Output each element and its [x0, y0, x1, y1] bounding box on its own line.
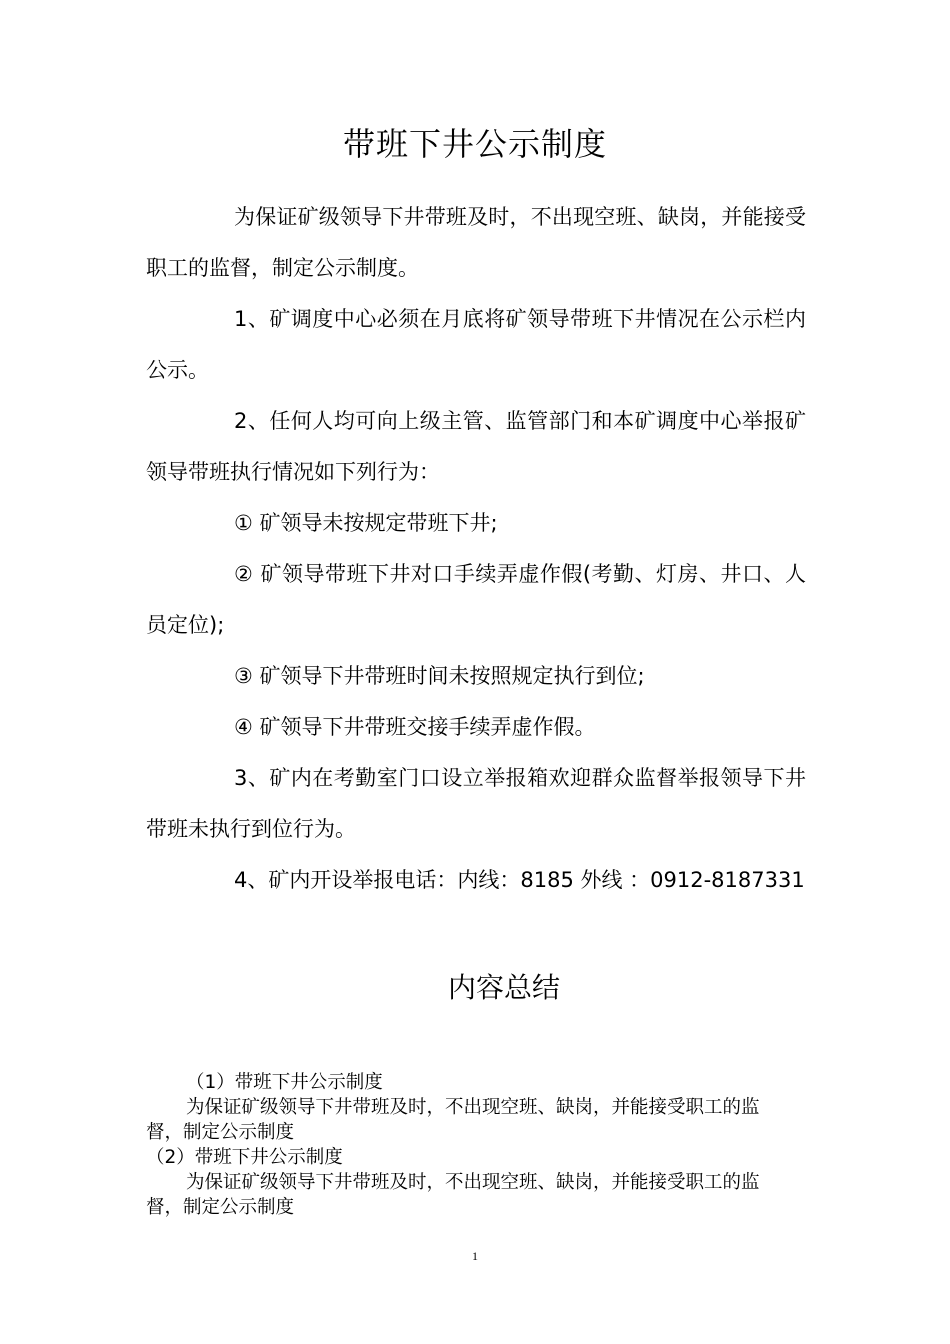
rule-2-paragraph: 2、任何人均可向上级主管、监管部门和本矿调度中心举报矿领导带班执行情况如下列行为：	[146, 409, 806, 484]
violation-1-item: ① 矿领导未按规定带班下井;	[234, 511, 498, 535]
summary-item-1-text: 为保证矿级领导下井带班及时，不出现空班、缺岗，并能接受职工的监督，制定公示制度	[146, 1097, 760, 1143]
summary-item-2-heading: （2）带班下井公示制度	[146, 1147, 343, 1168]
summary-item-1-heading: （1）带班下井公示制度	[186, 1072, 383, 1093]
summary-title: 内容总结	[447, 971, 560, 1004]
document-title: 带班下井公示制度	[342, 125, 607, 163]
document-body	[146, 192, 806, 906]
intro-paragraph: 为保证矿级领导下井带班及时，不出现空班、缺岗，并能接受职工的监督，制定公示制度。	[146, 205, 806, 280]
violation-2-item: ② 矿领导带班下井对口手续弄虚作假(考勤、灯房、井口、人员定位);	[146, 562, 806, 637]
summary-section	[146, 1070, 796, 1220]
violation-4-item: ④ 矿领导下井带班交接手续弄虚作假。	[234, 715, 596, 739]
violation-3-item: ③ 矿领导下井带班时间未按照规定执行到位;	[234, 664, 645, 688]
rule-4-paragraph: 4、矿内开设举报电话：内线：8185 外线 ：0912-8187331	[234, 868, 805, 892]
page-number: 1	[472, 1249, 478, 1263]
rule-3-paragraph: 3、矿内在考勤室门口设立举报箱欢迎群众监督举报领导下井带班未执行到位行为。	[146, 766, 806, 841]
rule-1-paragraph: 1、矿调度中心必须在月底将矿领导带班下井情况在公示栏内公示。	[146, 307, 806, 382]
summary-item-2-text: 为保证矿级领导下井带班及时，不出现空班、缺岗，并能接受职工的监督，制定公示制度	[146, 1172, 760, 1218]
